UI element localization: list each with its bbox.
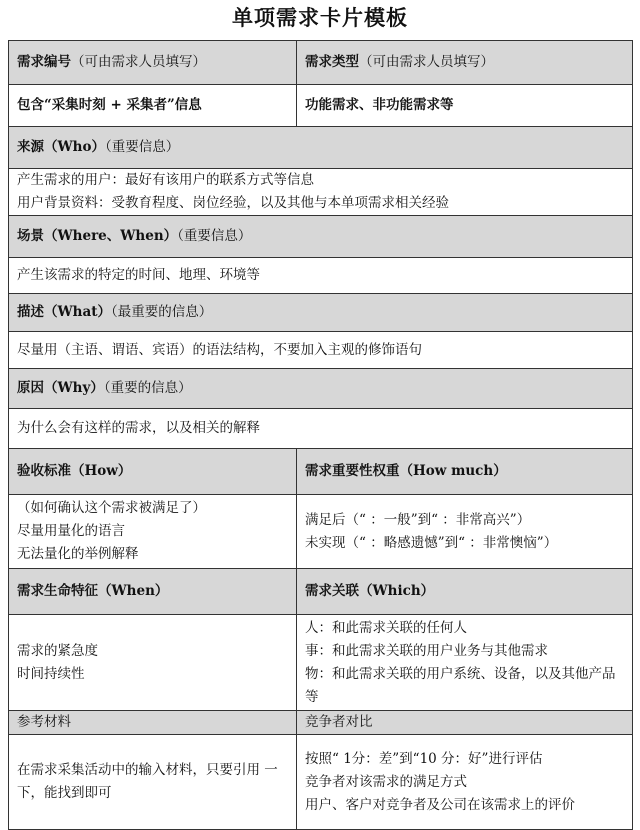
description-line: 尽量用（主语、谓语、宾语）的语法结构，不要加入主观的修饰语句 <box>17 341 422 358</box>
reason-header <box>9 369 633 409</box>
requirement-card-table <box>8 40 633 830</box>
relation-line: 人：和此需求关联的任何人 <box>305 619 467 636</box>
requirement-type-header <box>297 41 633 85</box>
scene-header-row <box>9 216 633 258</box>
acceptance-line: 无法量化的举例解释 <box>17 546 139 562</box>
source-note: （重要信息） <box>104 139 180 155</box>
reason-note: （重要的信息） <box>103 380 192 396</box>
scene-header <box>9 216 633 258</box>
reason-header-row <box>9 369 633 409</box>
requirement-id-value: 包含“采集时刻 + 采集者”信息 <box>9 85 297 127</box>
acceptance-line: 尽量用量化的语言 <box>17 523 125 539</box>
reference-competitor-header-row <box>9 711 633 735</box>
lifecycle-relation-content-row <box>9 615 633 711</box>
competitor-content <box>297 735 633 830</box>
source-line: 产生需求的用户：最好有该用户的联系方式等信息 <box>17 172 314 188</box>
requirement-type-note: （可由需求人员填写） <box>359 54 494 70</box>
source-content-row <box>9 169 633 216</box>
acceptance-importance-header-row <box>9 449 633 495</box>
lifecycle-line: 时间持续性 <box>17 665 85 682</box>
description-label: 描述（What） <box>17 304 111 320</box>
source-label: 来源（Who） <box>17 139 105 155</box>
competitor-header: 竞争者对比 <box>297 711 633 735</box>
reason-label: 原因（Why） <box>17 380 104 396</box>
acceptance-importance-content-row <box>9 495 633 569</box>
requirement-id-header <box>9 41 297 85</box>
reference-line: 在需求采集活动中的输入材料，只要引用 一下，能找到即可 <box>17 762 278 801</box>
page-title: 单项需求卡片模板 <box>232 5 408 30</box>
description-note: （最重要的信息） <box>110 304 213 320</box>
reason-content <box>9 409 633 449</box>
acceptance-content <box>9 495 297 569</box>
description-content-row <box>9 332 633 369</box>
reason-line: 为什么会有这样的需求，以及相关的解释 <box>17 420 260 436</box>
scene-content <box>9 258 633 294</box>
requirement-type-label: 需求类型 <box>305 54 359 70</box>
reference-header: 参考材料 <box>9 711 297 735</box>
id-type-value-row <box>9 85 633 127</box>
description-header-row <box>9 294 633 332</box>
requirement-type-value: 功能需求、非功能需求等 <box>297 85 633 127</box>
scene-content-row <box>9 258 633 294</box>
source-line: 用户背景资料：受教育程度、岗位经验，以及其他与本单项需求相关经验 <box>17 195 449 211</box>
reason-content-row <box>9 409 633 449</box>
reference-competitor-content-row <box>9 735 633 830</box>
importance-line: 未实现（“ ：略感遗憾”到“ ：非常懊恼”） <box>305 534 558 551</box>
source-header <box>9 127 633 169</box>
relation-line: 物：和此需求关联的用户系统、设备，以及其他产品等 <box>305 665 616 705</box>
competitor-line: 竞争者对该需求的满足方式 <box>305 773 467 790</box>
scene-label: 场景（Where、When） <box>17 228 178 244</box>
acceptance-header: 验收标准（How） <box>9 449 297 495</box>
relation-content <box>297 615 633 711</box>
description-header <box>9 294 633 332</box>
source-header-row <box>9 127 633 169</box>
competitor-line: 按照“ 1分：差”到“10 分：好”进行评估 <box>305 750 543 767</box>
scene-note: （重要信息） <box>177 228 252 244</box>
lifecycle-line: 需求的紧急度 <box>17 642 98 659</box>
relation-header: 需求关联（Which） <box>297 569 633 615</box>
importance-content <box>297 495 633 569</box>
competitor-line: 用户、客户对竞争者及公司在该需求上的评价 <box>305 796 575 813</box>
acceptance-line: （如何确认这个需求被满足了） <box>17 500 206 516</box>
description-content <box>9 332 633 369</box>
relation-line: 事：和此需求关联的用户业务与其他需求 <box>305 642 548 659</box>
lifecycle-content <box>9 615 297 711</box>
lifecycle-header: 需求生命特征（When） <box>9 569 297 615</box>
requirement-id-label: 需求编号 <box>17 54 71 70</box>
id-type-header-row <box>9 41 633 85</box>
importance-line: 满足后（“ ：一般”到“ ：非常高兴”） <box>305 511 531 528</box>
importance-header: 需求重要性权重（How much） <box>297 449 633 495</box>
lifecycle-relation-header-row <box>9 569 633 615</box>
scene-line: 产生该需求的特定的时间、地理、环境等 <box>17 267 260 283</box>
reference-content <box>9 735 297 830</box>
requirement-id-note: （可由需求人员填写） <box>71 54 206 70</box>
source-content <box>9 169 633 216</box>
